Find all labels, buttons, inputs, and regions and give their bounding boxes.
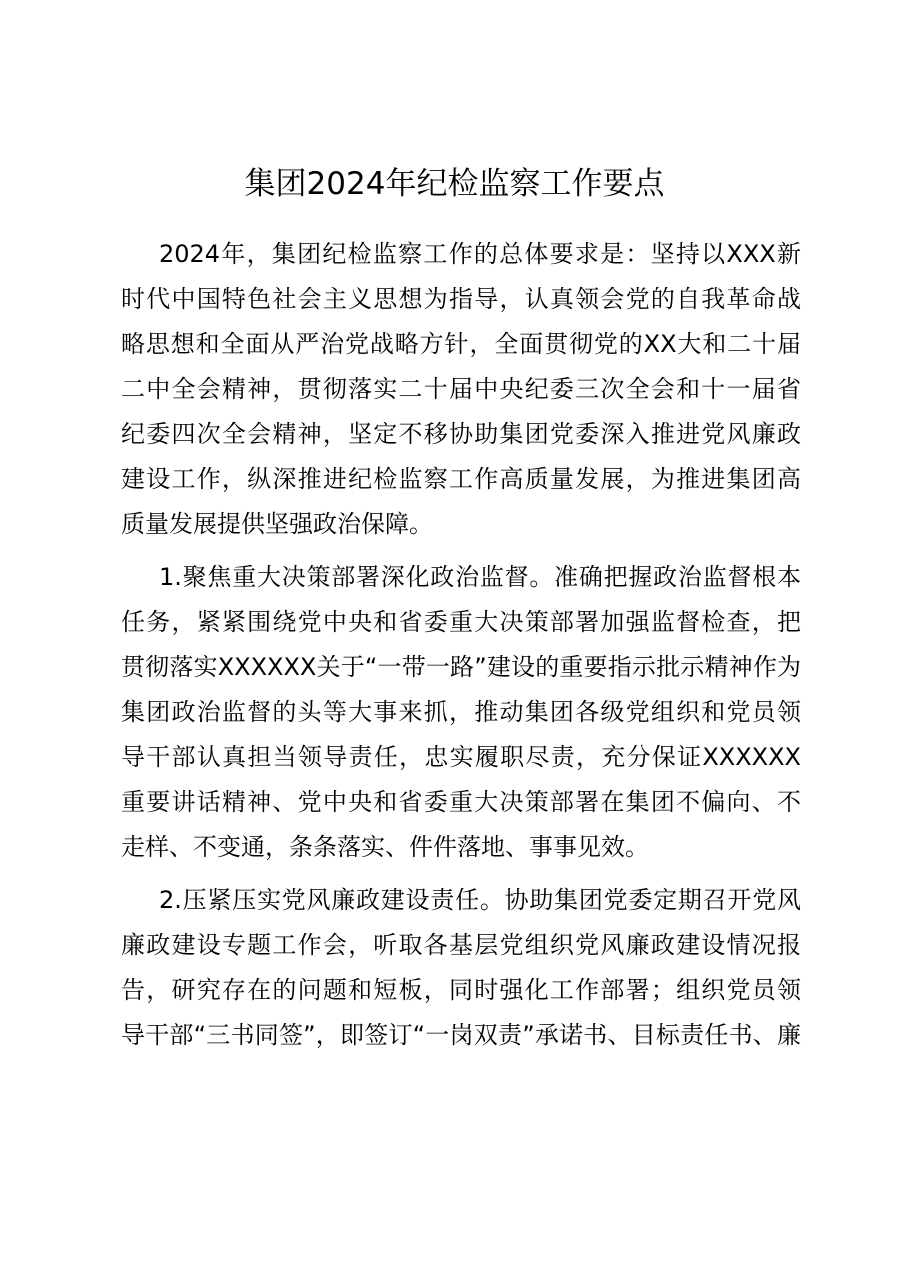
text-line: 重要讲话精神、党中央和省委重大决策部署在集团不偏向、不 bbox=[121, 788, 801, 816]
document-body bbox=[121, 232, 801, 1066]
text-line: 廉政建设专题工作会，听取各基层党组织党风廉政建设情况报 bbox=[121, 931, 801, 959]
text-line: 导干部“三书同签”，即签订“一岗双责”承诺书、目标责任书、廉 bbox=[121, 1021, 801, 1049]
text-line: 2.压紧压实党风廉政建设责任。协助集团党委定期召开党风 bbox=[159, 886, 801, 914]
text-line: 走样、不变通，条条落实、件件落地、事事见效。 bbox=[121, 833, 649, 861]
text-line: 略思想和全面从严治党战略方针，全面贯彻党的XX大和二十届 bbox=[121, 330, 801, 358]
text-line: 时代中国特色社会主义思想为指导，认真领会党的自我革命战 bbox=[121, 285, 801, 313]
text-line: 二中全会精神，贯彻落实二十届中央纪委三次全会和十一届省 bbox=[121, 375, 801, 403]
text-line: 导干部认真担当领导责任，忠实履职尽责，充分保证XXXXXX bbox=[121, 743, 801, 771]
text-line: 告，研究存在的问题和短板，同时强化工作部署；组织党员领 bbox=[121, 976, 801, 1004]
text-line: 集团政治监督的头等大事来抓，推动集团各级党组织和党员领 bbox=[121, 698, 801, 726]
paragraph-item-2 bbox=[121, 878, 801, 1058]
text-line: 1.聚焦重大决策部署深化政治监督。准确把握政治监督根本 bbox=[159, 563, 801, 591]
text-line: 建设工作，纵深推进纪检监察工作高质量发展，为推进集团高 bbox=[121, 465, 801, 493]
paragraph-intro bbox=[121, 232, 801, 547]
text-line: 纪委四次全会精神，坚定不移协助集团党委深入推进党风廉政 bbox=[121, 420, 801, 448]
text-line: 贯彻落实XXXXXX关于“一带一路”建设的重要指示批示精神作为 bbox=[121, 653, 801, 681]
text-line: 质量发展提供坚强政治保障。 bbox=[121, 510, 433, 538]
document-title: 集团2024年纪检监察工作要点 bbox=[244, 166, 665, 202]
text-line: 2024年，集团纪检监察工作的总体要求是：坚持以XXX新 bbox=[159, 240, 801, 268]
text-line: 任务，紧紧围绕党中央和省委重大决策部署加强监督检查，把 bbox=[121, 608, 801, 636]
paragraph-item-1 bbox=[121, 555, 801, 870]
